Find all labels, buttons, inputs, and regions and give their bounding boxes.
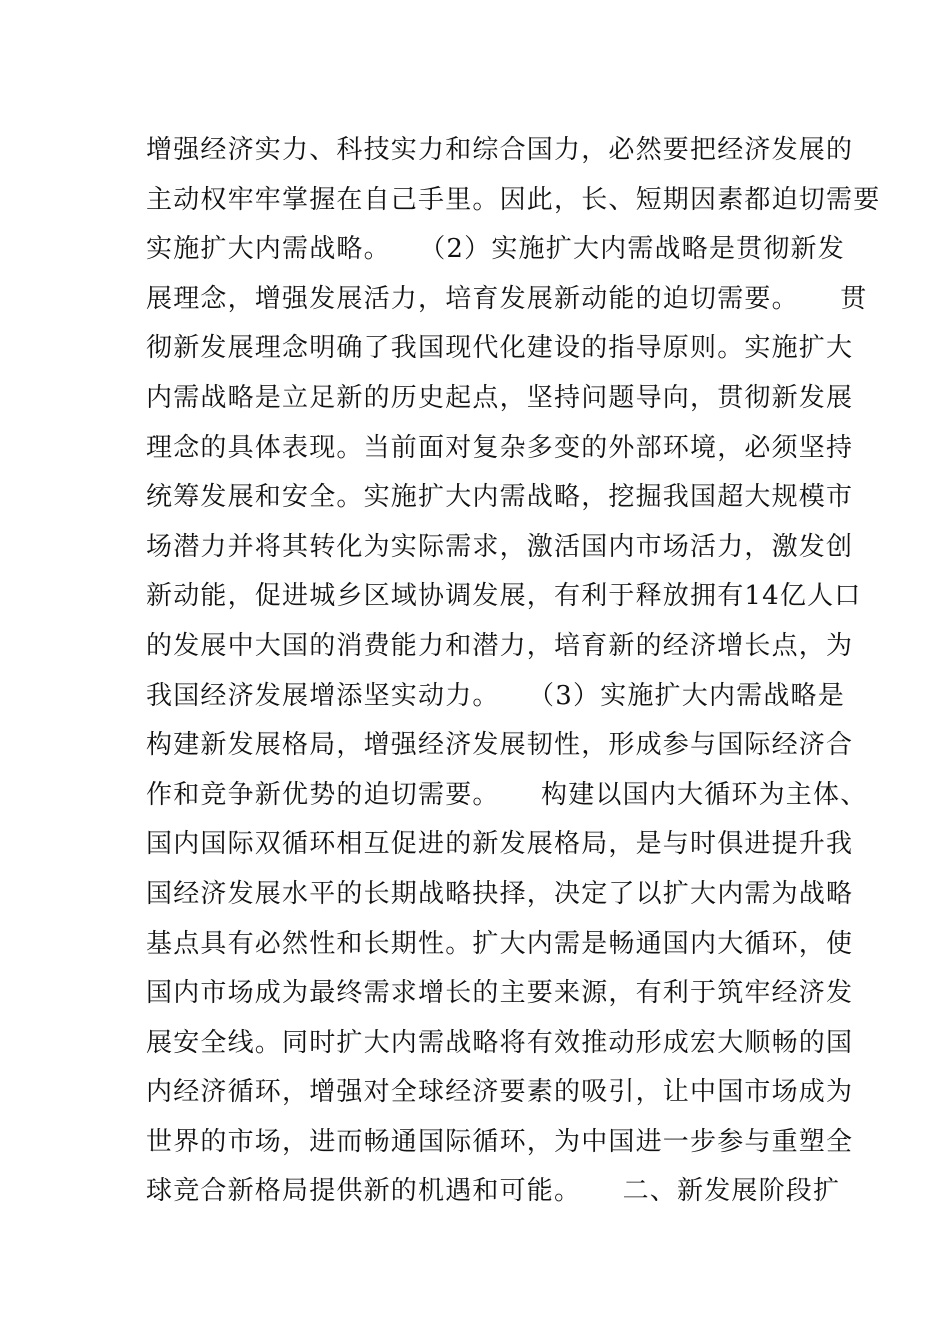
text-line: 基点具有必然性和长期性。扩大内需是畅通国内大循环，使 bbox=[146, 928, 854, 959]
text-line: 实施扩大内需战略。 （2）实施扩大内需战略是贯彻新发 bbox=[146, 234, 845, 265]
text-line: 我国经济发展增添坚实动力。 （3）实施扩大内需战略是 bbox=[146, 680, 845, 711]
text-line: 内经济循环，增强对全球经济要素的吸引，让中国市场成为 bbox=[146, 1077, 854, 1108]
text-line: 增强经济实力、科技实力和综合国力，必然要把经济发展的 bbox=[146, 135, 854, 165]
body-text bbox=[146, 126, 881, 1217]
text-line: 球竞合新格局提供新的机遇和可能。 二、新发展阶段扩 bbox=[146, 1176, 841, 1207]
text-line: 作和竞争新优势的迫切需要。 构建以国内大循环为主体、 bbox=[146, 779, 868, 810]
text-line: 统筹发展和安全。实施扩大内需战略，挖掘我国超大规模市 bbox=[146, 482, 854, 513]
text-line: 彻新发展理念明确了我国现代化建设的指导原则。实施扩大 bbox=[146, 333, 854, 364]
text-line: 主动权牢牢掌握在自己手里。因此，长、短期因素都迫切需要 bbox=[146, 184, 881, 215]
text-line: 新动能，促进城乡区域协调发展，有利于释放拥有14亿人口 bbox=[146, 581, 862, 612]
text-line: 场潜力并将其转化为实际需求，激活国内市场活力，激发创 bbox=[146, 531, 854, 562]
text-line: 构建新发展格局，增强经济发展韧性，形成参与国际经济合 bbox=[146, 730, 854, 761]
text-line: 的发展中大国的消费能力和潜力，培育新的经济增长点，为 bbox=[146, 630, 854, 661]
text-line: 国内市场成为最终需求增长的主要来源，有利于筑牢经济发 bbox=[146, 978, 854, 1009]
text-line: 理念的具体表现。当前面对复杂多变的外部环境，必须坚持 bbox=[146, 432, 854, 463]
text-line: 国经济发展水平的长期战略抉择，决定了以扩大内需为战略 bbox=[146, 878, 854, 909]
text-line: 展安全线。同时扩大内需战略将有效推动形成宏大顺畅的国 bbox=[146, 1027, 854, 1058]
text-line: 展理念，增强发展活力，培育发展新动能的迫切需要。 贯 bbox=[146, 283, 868, 314]
text-line: 国内国际双循环相互促进的新发展格局，是与时俱进提升我 bbox=[146, 829, 854, 860]
text-line: 内需战略是立足新的历史起点，坚持问题导向，贯彻新发展 bbox=[146, 382, 854, 413]
text-line: 世界的市场，进而畅通国际循环，为中国进一步参与重塑全 bbox=[146, 1126, 854, 1157]
